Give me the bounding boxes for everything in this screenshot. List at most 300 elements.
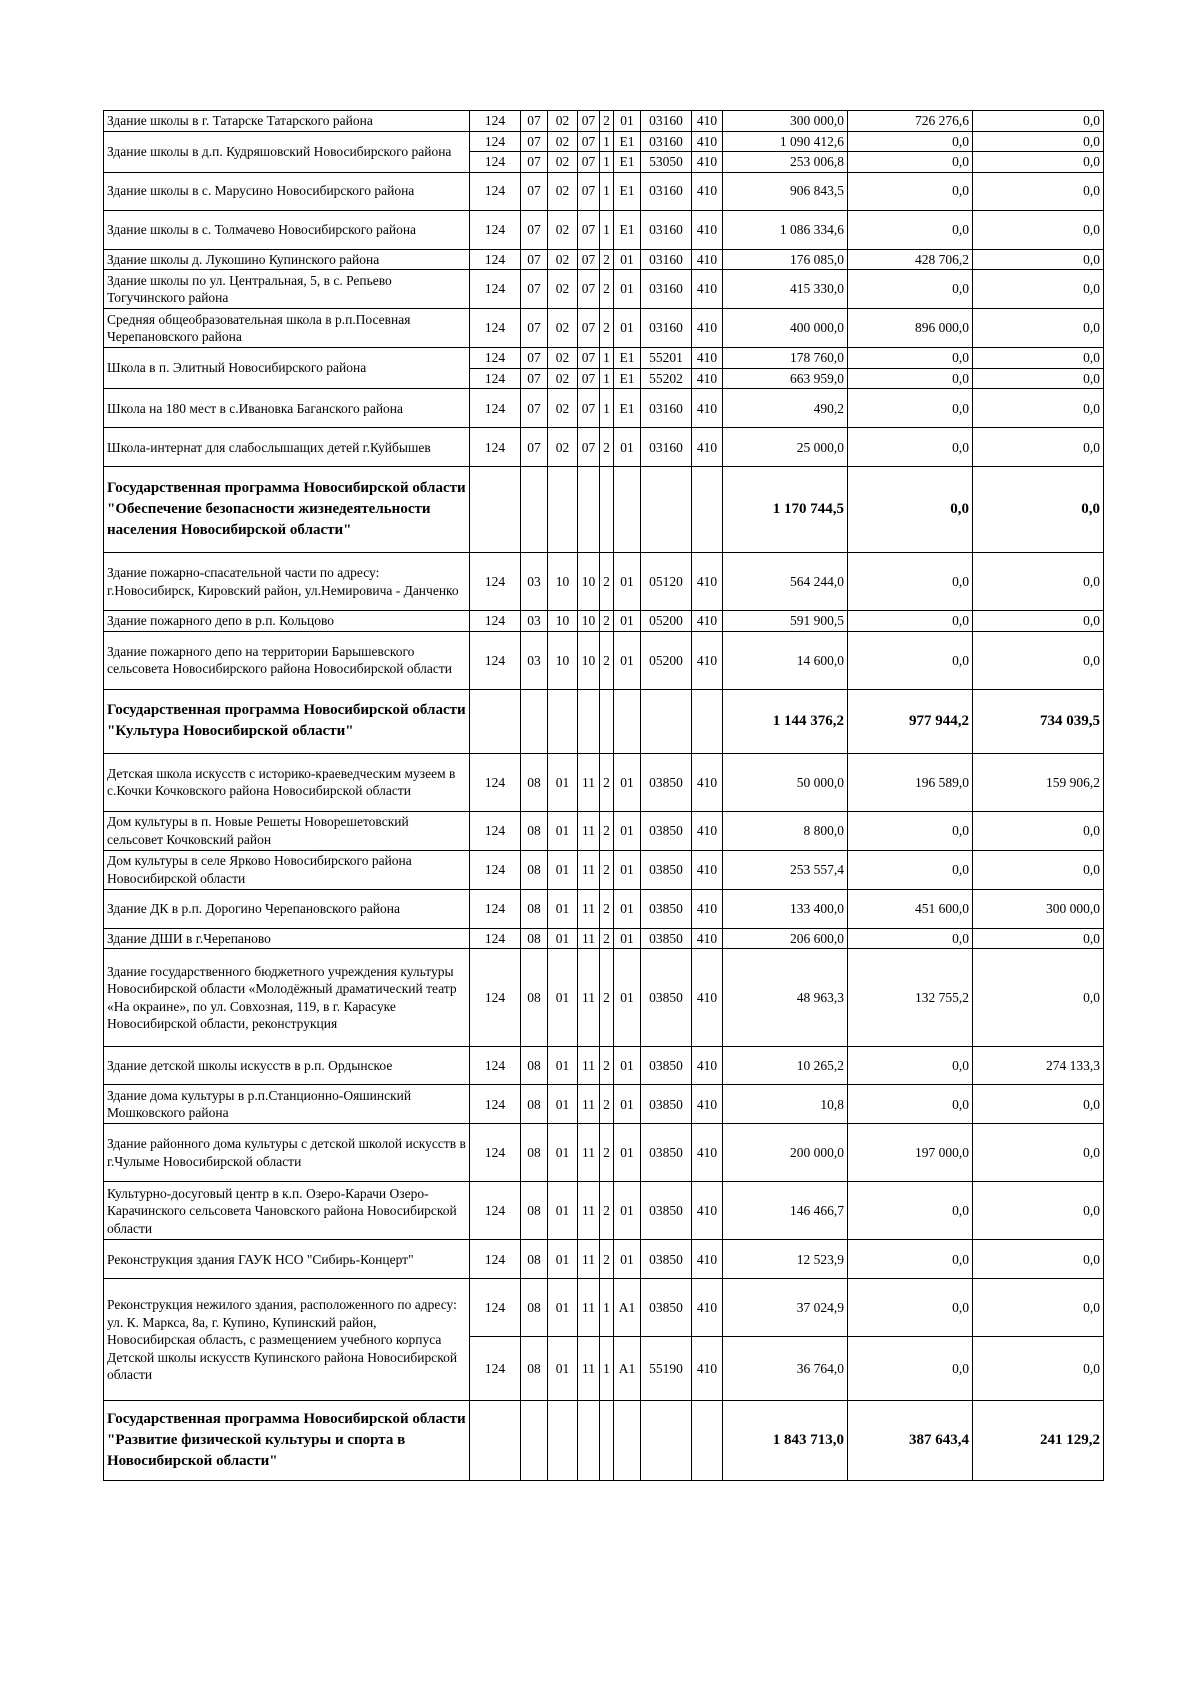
object-name: Здание школы д. Лукошино Купинского района — [104, 249, 470, 270]
code-cell: 124 — [470, 928, 521, 949]
table-row — [104, 949, 1104, 1047]
code-cell — [548, 689, 578, 753]
code-cell: 1 — [600, 210, 614, 249]
object-name: Здание школы в д.п. Кудряшовский Новосибирского района — [104, 131, 470, 172]
code-cell: 01 — [548, 1240, 578, 1279]
object-name: Здание школы по ул. Центральная, 5, в с. Репьево Тогучинского района — [104, 270, 470, 309]
amount-v2: 0,0 — [848, 348, 973, 369]
code-cell: 07 — [578, 389, 600, 428]
code-cell — [578, 1401, 600, 1481]
code-cell: 03160 — [641, 270, 692, 309]
code-cell: 01 — [548, 850, 578, 889]
amount-v3: 0,0 — [973, 348, 1104, 369]
code-cell: 03160 — [641, 249, 692, 270]
code-cell: 08 — [521, 811, 548, 850]
amount-v1: 10,8 — [723, 1085, 848, 1124]
code-cell: 01 — [548, 1085, 578, 1124]
code-cell: 01 — [548, 889, 578, 928]
code-cell: 01 — [614, 309, 641, 348]
code-cell: 03850 — [641, 1085, 692, 1124]
code-cell: 02 — [548, 270, 578, 309]
code-cell: 01 — [614, 850, 641, 889]
code-cell: 02 — [548, 172, 578, 210]
code-cell: 07 — [521, 210, 548, 249]
code-cell: 2 — [600, 270, 614, 309]
amount-v3: 0,0 — [973, 553, 1104, 611]
code-cell — [600, 1401, 614, 1481]
code-cell: E1 — [614, 368, 641, 389]
code-cell: 02 — [548, 389, 578, 428]
code-cell: 07 — [521, 348, 548, 369]
amount-v1: 253 006,8 — [723, 152, 848, 173]
amount-v3: 0,0 — [973, 389, 1104, 428]
code-cell: 02 — [548, 152, 578, 173]
code-cell: 07 — [578, 428, 600, 467]
code-cell — [470, 467, 521, 553]
code-cell: 08 — [521, 1085, 548, 1124]
code-cell: 01 — [614, 811, 641, 850]
code-cell: 01 — [548, 1124, 578, 1182]
code-cell: 55190 — [641, 1337, 692, 1401]
object-name: Дом культуры в п. Новые Решеты Новорешетовский сельсовет Кочковский район — [104, 811, 470, 850]
amount-v2: 428 706,2 — [848, 249, 973, 270]
code-cell: 53050 — [641, 152, 692, 173]
amount-v3: 0,0 — [973, 1279, 1104, 1337]
code-cell: 124 — [470, 172, 521, 210]
table-row — [104, 1047, 1104, 1085]
code-cell: 410 — [692, 631, 723, 689]
amount-v2: 0,0 — [848, 553, 973, 611]
code-cell: 124 — [470, 309, 521, 348]
amount-v1: 178 760,0 — [723, 348, 848, 369]
amount-v3: 0,0 — [973, 631, 1104, 689]
code-cell: 1 — [600, 172, 614, 210]
code-cell: 08 — [521, 889, 548, 928]
code-cell: 03160 — [641, 131, 692, 152]
code-cell: 11 — [578, 1337, 600, 1401]
code-cell: 410 — [692, 368, 723, 389]
object-name: Здание дома культуры в р.п.Станционно-Ояшинский Мошковского района — [104, 1085, 470, 1124]
object-name: Здание пожарного депо в р.п. Кольцово — [104, 611, 470, 632]
code-cell — [614, 689, 641, 753]
code-cell: 07 — [521, 249, 548, 270]
amount-v3: 0,0 — [973, 928, 1104, 949]
table-row — [104, 1124, 1104, 1182]
program-row — [104, 689, 1104, 753]
code-cell: 01 — [614, 631, 641, 689]
code-cell: 10 — [578, 553, 600, 611]
code-cell: 11 — [578, 753, 600, 811]
amount-v3: 0,0 — [973, 152, 1104, 173]
code-cell: 07 — [578, 111, 600, 132]
table-row — [104, 850, 1104, 889]
code-cell: 03850 — [641, 850, 692, 889]
code-cell — [641, 1401, 692, 1481]
code-cell: 08 — [521, 753, 548, 811]
amount-v2: 0,0 — [848, 428, 973, 467]
code-cell: 124 — [470, 428, 521, 467]
amount-v1: 591 900,5 — [723, 611, 848, 632]
amount-v2: 0,0 — [848, 1047, 973, 1085]
code-cell: 1 — [600, 1337, 614, 1401]
code-cell: 01 — [548, 1047, 578, 1085]
code-cell: 07 — [578, 309, 600, 348]
code-cell: 2 — [600, 889, 614, 928]
amount-v3: 0,0 — [973, 1124, 1104, 1182]
object-name: Дом культуры в селе Ярково Новосибирского района Новосибирской области — [104, 850, 470, 889]
object-name: Здание пожарно-спасательной части по адресу: г.Новосибирск, Кировский район, ул.Немировича - Данченко — [104, 553, 470, 611]
code-cell: 10 — [548, 553, 578, 611]
code-cell — [470, 689, 521, 753]
amount-v2: 0,0 — [848, 1240, 973, 1279]
code-cell — [470, 1401, 521, 1481]
code-cell: 124 — [470, 1337, 521, 1401]
code-cell: 02 — [548, 131, 578, 152]
table-row — [104, 309, 1104, 348]
table-row — [104, 928, 1104, 949]
code-cell: 1 — [600, 131, 614, 152]
code-cell — [578, 467, 600, 553]
amount-v3: 0,0 — [973, 611, 1104, 632]
code-cell: E1 — [614, 152, 641, 173]
code-cell: 11 — [578, 850, 600, 889]
code-cell — [600, 467, 614, 553]
code-cell: 01 — [614, 928, 641, 949]
code-cell: 410 — [692, 249, 723, 270]
code-cell: 410 — [692, 850, 723, 889]
code-cell: 03160 — [641, 309, 692, 348]
code-cell: 01 — [614, 611, 641, 632]
code-cell: 11 — [578, 1124, 600, 1182]
amount-v1: 37 024,9 — [723, 1279, 848, 1337]
code-cell: 08 — [521, 1240, 548, 1279]
code-cell — [641, 689, 692, 753]
code-cell: 03850 — [641, 1279, 692, 1337]
program-title: Государственная программа Новосибирской области "Обеспечение безопасности жизнедеятельности населения Новосибирской области" — [104, 467, 470, 553]
code-cell: 01 — [614, 1182, 641, 1240]
amount-v1: 176 085,0 — [723, 249, 848, 270]
amount-v1: 490,2 — [723, 389, 848, 428]
code-cell: 07 — [521, 270, 548, 309]
code-cell: 410 — [692, 428, 723, 467]
amount-v1: 1 843 713,0 — [723, 1401, 848, 1481]
code-cell: 08 — [521, 1182, 548, 1240]
amount-v3: 241 129,2 — [973, 1401, 1104, 1481]
code-cell: 07 — [578, 172, 600, 210]
object-name: Здание государственного бюджетного учреждения культуры Новосибирской области «Молодёжный драматический театр «На окраине», по ул. Совхозная, 119, в г. Карасуке Новосибирской области, реконструкция — [104, 949, 470, 1047]
amount-v2: 0,0 — [848, 172, 973, 210]
object-name: Здание школы в г. Татарске Татарского района — [104, 111, 470, 132]
amount-v1: 663 959,0 — [723, 368, 848, 389]
object-name: Здание детской школы искусств в р.п. Ордынское — [104, 1047, 470, 1085]
code-cell: 2 — [600, 850, 614, 889]
code-cell: 410 — [692, 928, 723, 949]
code-cell: 10 — [548, 611, 578, 632]
amount-v3: 0,0 — [973, 467, 1104, 553]
amount-v1: 206 600,0 — [723, 928, 848, 949]
code-cell — [521, 689, 548, 753]
code-cell: 01 — [614, 553, 641, 611]
table-row — [104, 428, 1104, 467]
amount-v2: 0,0 — [848, 152, 973, 173]
code-cell: 07 — [521, 368, 548, 389]
code-cell: 03160 — [641, 428, 692, 467]
budget-table — [103, 110, 1104, 1481]
code-cell: 03850 — [641, 811, 692, 850]
code-cell: 03850 — [641, 949, 692, 1047]
code-cell: 2 — [600, 1124, 614, 1182]
object-name: Детская школа искусств с историко-краеведческим музеем в с.Кочки Кочковского района Новосибирской области — [104, 753, 470, 811]
code-cell: 124 — [470, 249, 521, 270]
program-title: Государственная программа Новосибирской области "Культура Новосибирской области" — [104, 689, 470, 753]
amount-v2: 0,0 — [848, 1337, 973, 1401]
code-cell: 07 — [578, 249, 600, 270]
code-cell: 55201 — [641, 348, 692, 369]
amount-v3: 300 000,0 — [973, 889, 1104, 928]
code-cell: 03850 — [641, 1124, 692, 1182]
amount-v2: 0,0 — [848, 928, 973, 949]
amount-v2: 0,0 — [848, 389, 973, 428]
code-cell: 2 — [600, 1047, 614, 1085]
code-cell: 124 — [470, 210, 521, 249]
code-cell — [548, 1401, 578, 1481]
code-cell: 2 — [600, 111, 614, 132]
code-cell — [692, 1401, 723, 1481]
code-cell — [521, 467, 548, 553]
code-cell: 410 — [692, 270, 723, 309]
object-name: Здание школы в с. Толмачево Новосибирского района — [104, 210, 470, 249]
table-row — [104, 111, 1104, 132]
amount-v3: 0,0 — [973, 1337, 1104, 1401]
code-cell: 03850 — [641, 753, 692, 811]
object-name: Здание ДК в р.п. Дорогино Черепановского района — [104, 889, 470, 928]
code-cell: A1 — [614, 1337, 641, 1401]
code-cell: 03850 — [641, 1240, 692, 1279]
code-cell: 410 — [692, 889, 723, 928]
amount-v1: 25 000,0 — [723, 428, 848, 467]
code-cell: 07 — [521, 131, 548, 152]
code-cell: 03 — [521, 611, 548, 632]
code-cell: 08 — [521, 1279, 548, 1337]
program-row — [104, 1401, 1104, 1481]
table-row — [104, 270, 1104, 309]
code-cell: 07 — [578, 270, 600, 309]
table-row — [104, 1279, 1104, 1337]
object-name: Средняя общеобразовательная школа в р.п.Посевная Черепановского района — [104, 309, 470, 348]
code-cell: 1 — [600, 1279, 614, 1337]
code-cell: 03160 — [641, 172, 692, 210]
code-cell: 03850 — [641, 1182, 692, 1240]
amount-v1: 415 330,0 — [723, 270, 848, 309]
code-cell: 124 — [470, 389, 521, 428]
code-cell: E1 — [614, 172, 641, 210]
code-cell: 124 — [470, 889, 521, 928]
table-row — [104, 389, 1104, 428]
code-cell: 07 — [521, 172, 548, 210]
code-cell: 07 — [578, 368, 600, 389]
code-cell: 11 — [578, 889, 600, 928]
code-cell: 11 — [578, 949, 600, 1047]
code-cell: 01 — [614, 111, 641, 132]
object-name: Реконструкция нежилого здания, расположенного по адресу: ул. К. Маркса, 8а, г. Купино, Купинский район, Новосибирская область, с размещением учебного корпуса Детской школы искусств Купинского района Новосибирской области — [104, 1279, 470, 1401]
code-cell: E1 — [614, 389, 641, 428]
code-cell: 2 — [600, 753, 614, 811]
code-cell: 2 — [600, 949, 614, 1047]
code-cell: 01 — [614, 428, 641, 467]
code-cell — [521, 1401, 548, 1481]
code-cell: 03160 — [641, 210, 692, 249]
table-row — [104, 1240, 1104, 1279]
code-cell: 2 — [600, 428, 614, 467]
code-cell: 124 — [470, 1240, 521, 1279]
amount-v2: 132 755,2 — [848, 949, 973, 1047]
amount-v3: 0,0 — [973, 309, 1104, 348]
amount-v2: 0,0 — [848, 368, 973, 389]
table-row — [104, 811, 1104, 850]
code-cell: 2 — [600, 811, 614, 850]
program-title: Государственная программа Новосибирской области "Развитие физической культуры и спорта в Новосибирской области" — [104, 1401, 470, 1481]
code-cell: 2 — [600, 611, 614, 632]
code-cell: 124 — [470, 348, 521, 369]
object-name: Здание районного дома культуры с детской школой искусств в г.Чулыме Новосибирской области — [104, 1124, 470, 1182]
code-cell: 03160 — [641, 111, 692, 132]
amount-v1: 146 466,7 — [723, 1182, 848, 1240]
code-cell: 410 — [692, 172, 723, 210]
code-cell: 01 — [548, 753, 578, 811]
table-row — [104, 131, 1104, 152]
amount-v1: 564 244,0 — [723, 553, 848, 611]
program-row — [104, 467, 1104, 553]
code-cell: 124 — [470, 1085, 521, 1124]
amount-v2: 387 643,4 — [848, 1401, 973, 1481]
amount-v2: 0,0 — [848, 467, 973, 553]
code-cell: 410 — [692, 611, 723, 632]
table-row — [104, 611, 1104, 632]
amount-v2: 197 000,0 — [848, 1124, 973, 1182]
table-row — [104, 172, 1104, 210]
code-cell: 124 — [470, 553, 521, 611]
code-cell: 05120 — [641, 553, 692, 611]
code-cell: 410 — [692, 1124, 723, 1182]
code-cell: 07 — [578, 210, 600, 249]
code-cell: 2 — [600, 1240, 614, 1279]
code-cell: 01 — [614, 1240, 641, 1279]
table-row — [104, 631, 1104, 689]
code-cell: 124 — [470, 368, 521, 389]
code-cell: 124 — [470, 949, 521, 1047]
code-cell: E1 — [614, 131, 641, 152]
amount-v1: 8 800,0 — [723, 811, 848, 850]
code-cell: 01 — [614, 889, 641, 928]
amount-v2: 0,0 — [848, 850, 973, 889]
object-name: Здание ДШИ в г.Черепаново — [104, 928, 470, 949]
code-cell: 08 — [521, 1124, 548, 1182]
code-cell: 03 — [521, 553, 548, 611]
code-cell: 124 — [470, 111, 521, 132]
code-cell: 1 — [600, 368, 614, 389]
amount-v1: 133 400,0 — [723, 889, 848, 928]
code-cell: 01 — [548, 928, 578, 949]
object-name: Школа на 180 мест в с.Ивановка Баганского района — [104, 389, 470, 428]
code-cell: 02 — [548, 249, 578, 270]
amount-v3: 0,0 — [973, 111, 1104, 132]
amount-v2: 726 276,6 — [848, 111, 973, 132]
code-cell: A1 — [614, 1279, 641, 1337]
amount-v2: 0,0 — [848, 1279, 973, 1337]
amount-v2: 0,0 — [848, 611, 973, 632]
code-cell: 124 — [470, 631, 521, 689]
code-cell: 124 — [470, 1124, 521, 1182]
amount-v1: 12 523,9 — [723, 1240, 848, 1279]
amount-v1: 1 144 376,2 — [723, 689, 848, 753]
code-cell: 410 — [692, 753, 723, 811]
table-row — [104, 210, 1104, 249]
code-cell: 02 — [548, 428, 578, 467]
amount-v2: 0,0 — [848, 811, 973, 850]
code-cell: 07 — [521, 309, 548, 348]
code-cell: 10 — [578, 631, 600, 689]
code-cell: 410 — [692, 949, 723, 1047]
code-cell: 02 — [548, 309, 578, 348]
code-cell: 124 — [470, 1047, 521, 1085]
amount-v2: 196 589,0 — [848, 753, 973, 811]
object-name: Школа-интернат для слабослышащих детей г.Куйбышев — [104, 428, 470, 467]
amount-v1: 50 000,0 — [723, 753, 848, 811]
code-cell: 410 — [692, 553, 723, 611]
code-cell: 2 — [600, 928, 614, 949]
amount-v1: 400 000,0 — [723, 309, 848, 348]
code-cell: 410 — [692, 1279, 723, 1337]
table-row — [104, 553, 1104, 611]
amount-v1: 48 963,3 — [723, 949, 848, 1047]
code-cell: 08 — [521, 928, 548, 949]
code-cell: 01 — [614, 1047, 641, 1085]
amount-v1: 14 600,0 — [723, 631, 848, 689]
code-cell: 2 — [600, 631, 614, 689]
code-cell: 08 — [521, 1337, 548, 1401]
code-cell: 410 — [692, 111, 723, 132]
amount-v3: 0,0 — [973, 131, 1104, 152]
code-cell: E1 — [614, 348, 641, 369]
code-cell: 01 — [548, 1337, 578, 1401]
code-cell: 11 — [578, 928, 600, 949]
code-cell: 410 — [692, 1182, 723, 1240]
table-row — [104, 1085, 1104, 1124]
amount-v2: 896 000,0 — [848, 309, 973, 348]
table-row — [104, 348, 1104, 369]
amount-v1: 36 764,0 — [723, 1337, 848, 1401]
code-cell: 410 — [692, 1085, 723, 1124]
code-cell: 01 — [548, 1279, 578, 1337]
code-cell: 01 — [614, 249, 641, 270]
code-cell: 410 — [692, 1240, 723, 1279]
code-cell — [692, 689, 723, 753]
code-cell: 08 — [521, 850, 548, 889]
amount-v1: 1 086 334,6 — [723, 210, 848, 249]
object-name: Здание пожарного депо на территории Барышевского сельсовета Новосибирского района Новосибирской области — [104, 631, 470, 689]
table-row — [104, 249, 1104, 270]
code-cell: 05200 — [641, 611, 692, 632]
amount-v2: 0,0 — [848, 270, 973, 309]
code-cell — [692, 467, 723, 553]
code-cell: 10 — [578, 611, 600, 632]
amount-v2: 0,0 — [848, 631, 973, 689]
amount-v1: 906 843,5 — [723, 172, 848, 210]
code-cell: 410 — [692, 348, 723, 369]
code-cell: 07 — [578, 152, 600, 173]
code-cell: 08 — [521, 949, 548, 1047]
code-cell: 410 — [692, 811, 723, 850]
